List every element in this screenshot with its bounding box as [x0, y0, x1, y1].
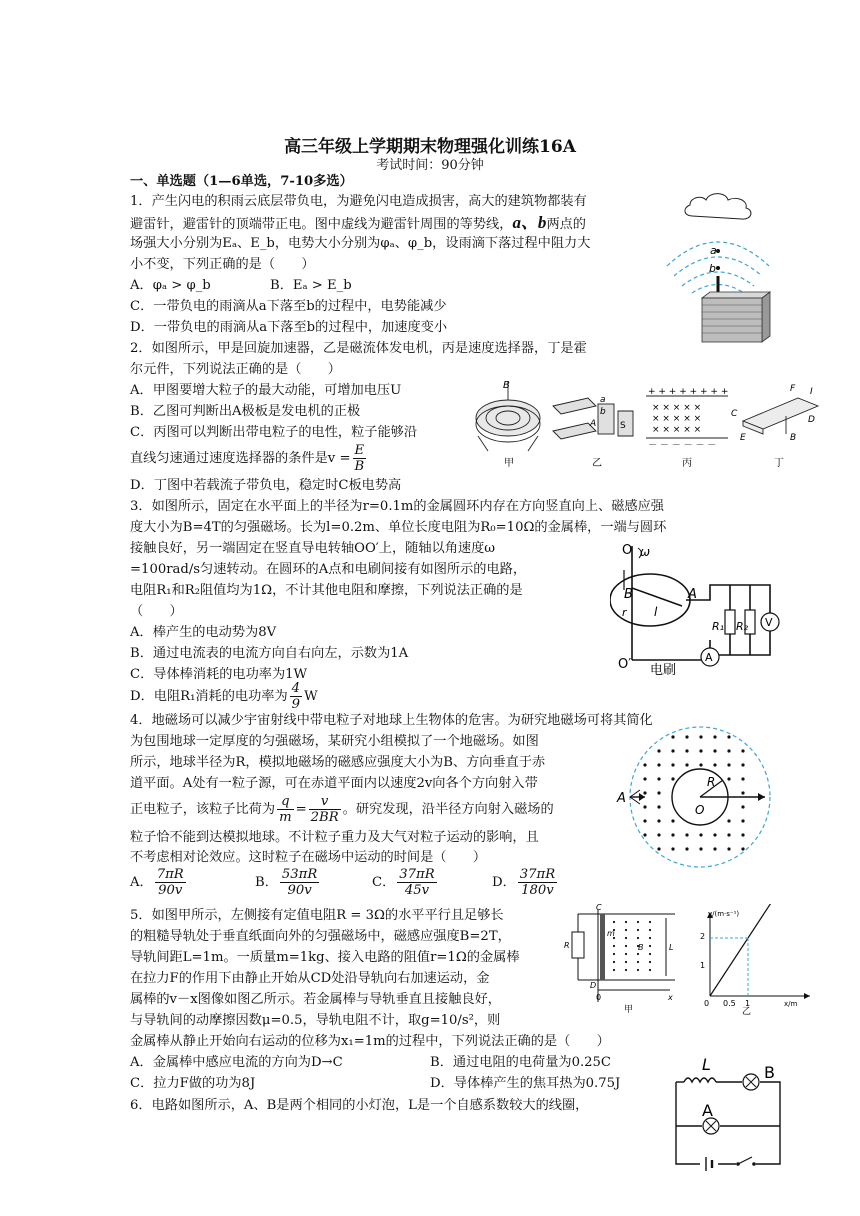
field-dot [741, 805, 744, 808]
q2-line1: 2．如图所示，甲是回旋加速器，乙是磁流体发电机，丙是速度选择器，丁是霍 [130, 341, 587, 356]
fig6-B: B [764, 1063, 775, 1082]
field-dot [657, 777, 660, 780]
fig4-R: R [707, 775, 716, 789]
q4-l5-text: 正电粒子，该粒子比荷为 [130, 802, 276, 817]
field-dot [637, 953, 639, 955]
fig6-A: A [702, 1101, 713, 1120]
fig3-Am: A [705, 651, 713, 664]
q4-option-c [372, 864, 492, 902]
field-dot [657, 833, 660, 836]
field-dot [649, 921, 651, 923]
fig-label-A: A [590, 419, 597, 429]
plus-row: + + + + + + + + [648, 387, 729, 397]
cross-row-3: × × × × × [652, 425, 702, 435]
field-dot [671, 833, 674, 836]
field-dot [643, 777, 646, 780]
fig5-B: B [638, 943, 644, 952]
q5-line1: 5．如图甲所示，左侧接有定值电阻R = 3Ω的水平平行且足够长 [130, 908, 504, 923]
fig-label-C: C [731, 409, 738, 419]
fig3-l: l [654, 605, 658, 619]
q1-line4: 小不变，下列正确的是（ ） [130, 257, 315, 272]
cross-row-2: × × × × × [652, 414, 702, 424]
frac-den: 2BR [310, 810, 339, 825]
field-dot [671, 749, 674, 752]
frac-den: 180v [521, 883, 554, 898]
fig6-L: L [702, 1055, 711, 1074]
q3-option-b: B．通过电流表的电流方向自右向左，示数为1A [130, 646, 409, 661]
q5-line3: 导轨间距L=1m。一质量m=1kg、接入电路的阻值r=1Ω的金属棒 [130, 950, 520, 965]
frac-num: q [277, 794, 294, 810]
q2-line2: 尔元件，下列说法正确的是（ ） [130, 362, 341, 377]
opt-label: C． [372, 875, 396, 890]
battery-icon [700, 1157, 718, 1171]
q4-l5-end: 。研究发现，沿半径方向射入磁场的 [342, 802, 554, 817]
q5-option-d: D．导体棒产生的焦耳热为0.75J [430, 1076, 621, 1091]
page-title: 高三年级上学期期末物理强化训练16A [284, 137, 576, 157]
opt-label: A． [130, 875, 153, 890]
field-dot [613, 953, 615, 955]
q5-line2: 的粗糙导轨处于垂直纸面向外的匀强磁场中，磁感应强度B=2T， [130, 929, 511, 944]
metal-rod [600, 914, 605, 980]
field-dot [625, 969, 627, 971]
cyclotron-icon [476, 381, 540, 451]
fig5-x: x [668, 993, 673, 1002]
field-dot [713, 749, 716, 752]
q4-magnetic-field-earth-figure [615, 722, 775, 872]
fig5-L: L [669, 943, 674, 952]
q3-line3: 接触良好，另一端固定在竖直导电转轴OO′上，随轴以角速度ω [130, 541, 496, 556]
field-dot [727, 777, 730, 780]
vx-tick-y1: 1 [700, 961, 706, 970]
field-dot [637, 937, 639, 939]
q2-option-a: A．甲图要增大粒子的最大动能，可增加电压U [130, 383, 402, 398]
q1-lightning-rod-figure [662, 188, 782, 348]
fig3-A: A [688, 587, 697, 602]
field-dots [613, 921, 651, 971]
field-dot [685, 847, 688, 850]
frac-num: 4 [291, 681, 301, 696]
equals-sign: = [295, 802, 307, 817]
frac-num: 37πR [519, 867, 556, 882]
field-dot [643, 833, 646, 836]
q2-option-d: D．丁图中若载流子带负电，稳定时C板电势高 [130, 478, 402, 493]
field-dot [613, 921, 615, 923]
q4-line2: 为包围地球一定厚度的匀强磁场，某研究小组模拟了一个地磁场。如图 [130, 734, 539, 749]
field-dot [643, 791, 646, 794]
field-dots [643, 735, 744, 850]
field-dot [699, 735, 702, 738]
q1-line2 [130, 213, 586, 235]
fig5-zero: 0 [596, 993, 602, 1002]
frac-den: B [354, 459, 365, 474]
field-dot [625, 961, 627, 963]
q3-line5: 电阻R₁和R₂阻值均为1Ω，不计其他电阻和摩擦，下列说法正确的是 [130, 583, 523, 598]
vx-tick-x1: 1 [745, 999, 751, 1008]
q5-option-b: B．通过电阻的电荷量为0.25C [430, 1055, 612, 1070]
q5-vx-graph [690, 904, 820, 1016]
vx-tick-x05: 0.5 [723, 999, 736, 1008]
field-dot [685, 735, 688, 738]
fig3-R1: R₁ [712, 620, 725, 633]
q1-option-a: A．φₐ > φ_b [130, 278, 211, 293]
fig5-m: m [607, 929, 615, 938]
q2-c-condition: 直线匀速通过速度选择器的条件是v = [130, 451, 351, 466]
q2-option-b: B．乙图可判断出A极板是发电机的正极 [130, 404, 361, 419]
q4-q-over-m [277, 794, 294, 825]
field-dot [727, 819, 730, 822]
q2-option-c: C．丙图可以判断出带电粒子的电性，粒子能够沿 [130, 425, 418, 440]
field-dot [671, 777, 674, 780]
fig5-R: R [564, 941, 570, 950]
field-dot [741, 847, 744, 850]
field-dot [685, 749, 688, 752]
frac-num: 53πR [281, 867, 318, 882]
fig3-O: O [622, 543, 633, 558]
q2-four-devices-figure [468, 376, 828, 476]
field-dot [713, 833, 716, 836]
field-dot [727, 763, 730, 766]
frac-den: 90v [287, 883, 312, 898]
fig-label-B2: B [790, 433, 797, 443]
field-dot [625, 921, 627, 923]
caption-ding: 丁 [774, 458, 784, 469]
fig3-R2: R₂ [736, 620, 749, 633]
field-dot [649, 969, 651, 971]
q1-option-c: C．一带负电的雨滴从a下落至b的过程中，电势能减少 [130, 299, 447, 314]
q3-option-a: A．棒产生的电动势为8V [130, 625, 277, 640]
field-dot [671, 763, 674, 766]
frac-den: m [279, 810, 292, 825]
field-dot [613, 961, 615, 963]
fig-label-a2: a [600, 395, 606, 405]
q4-option-a [130, 864, 255, 902]
opt-frac [397, 867, 436, 898]
q5-option-a: A．金属棒中感应电流的方向为D→C [130, 1055, 343, 1070]
fig-label-B: B [503, 380, 510, 391]
frac-num: v [309, 794, 341, 810]
switch-icon [736, 1157, 756, 1168]
field-dot [741, 791, 744, 794]
field-dot [657, 749, 660, 752]
fig-label-a: a [710, 244, 717, 257]
fig4-O: O [695, 803, 705, 817]
caption-jia: 甲 [504, 458, 514, 469]
opt-frac [155, 867, 186, 898]
fig3-B: B [624, 587, 633, 602]
field-dot [657, 805, 660, 808]
field-dot [625, 945, 627, 947]
field-dot [671, 735, 674, 738]
field-dot [741, 777, 744, 780]
caption-yi: 乙 [592, 458, 602, 469]
q1-option-d: D．一带负电的雨滴从a下落至b的过程中，加速度变小 [130, 320, 448, 335]
field-dot [649, 961, 651, 963]
field-dot [649, 929, 651, 931]
fig-label-D: D [808, 415, 815, 425]
fig-label-b2: b [600, 407, 606, 417]
fig3-r: r [622, 606, 627, 619]
field-dot [625, 929, 627, 931]
field-dot [657, 763, 660, 766]
fig5-D: D [590, 981, 597, 990]
q1-line1: 1．产生闪电的积雨云底层带负电，为避免闪电造成损害，高大的建筑物都装有 [130, 194, 587, 209]
field-dot [637, 969, 639, 971]
field-dot [671, 819, 674, 822]
q4-line3: 所示，地球半径为R，模拟地磁场的磁感应强度大小为B、方向垂直于赤 [130, 755, 546, 770]
q5-line6: 与导轨间的动摩擦因数μ=0.5，导轨电阻不计，取g=10/s²，则 [130, 1013, 501, 1028]
q3-d-fraction [290, 681, 302, 712]
q1-option-b: B．Eₐ > E_b [270, 278, 352, 293]
q2-fraction [353, 443, 367, 474]
field-dot [637, 961, 639, 963]
q3-line2: 度大小为B=4T的匀强磁场。长为l=0.2m、单位长度电阻为R₀=10Ω的金属棒，一端与圆环 [130, 520, 667, 535]
field-dot [685, 833, 688, 836]
q1-line2-b: 两点的 [546, 217, 586, 232]
vx-tick-y2: 2 [700, 932, 706, 941]
exam-time: 考试时间：90分钟 [376, 158, 484, 173]
field-dot [613, 969, 615, 971]
q4-option-b [255, 864, 372, 902]
frac-num: 37πR [399, 867, 435, 882]
field-dot [625, 953, 627, 955]
field-dot [625, 937, 627, 939]
q6-inductor-circuit-figure [662, 1054, 792, 1174]
field-dot [643, 819, 646, 822]
field-dot [657, 847, 660, 850]
caption-bing: 丙 [682, 458, 692, 469]
cloud-icon [685, 194, 751, 219]
field-dot [727, 833, 730, 836]
field-dot [727, 735, 730, 738]
fig-label-F: F [790, 384, 796, 394]
field-dot [657, 819, 660, 822]
q3-option-c: C．导体棒消耗的电功率为1W [130, 667, 308, 682]
field-dot [613, 945, 615, 947]
q3-d-text: D．电阻R₁消耗的电功率为 [130, 689, 288, 704]
vx-tick-x0: 0 [704, 999, 710, 1008]
frac-num: 7πR [156, 867, 184, 882]
q4-v-over-2BR [309, 794, 341, 825]
q5-line7: 金属棒从静止开始向右运动的位移为x₁=1m的过程中，下列说法正确的是（ ） [130, 1034, 610, 1049]
field-dot [727, 749, 730, 752]
q4-line5 [130, 792, 554, 828]
q3-d-unit: W [304, 689, 318, 704]
q3-line4: =100rad/s匀速转动。在圆环的A点和电刷间接有如图所示的电路， [130, 562, 527, 577]
fig3-V: V [765, 616, 773, 629]
q4-line7: 不考虑相对论效应。这时粒子在磁场中运动的时间是（ ） [130, 850, 487, 865]
field-dot [637, 929, 639, 931]
hall-element-icon [743, 398, 818, 434]
q4-line4: 道平面。A处有一粒子源，可在赤道平面内以速度2v向各个方向射入带 [130, 776, 538, 791]
fig3-omega: ω [640, 545, 651, 559]
fig-label-I: I [810, 387, 813, 397]
q3-line1: 3．如图所示，固定在水平面上的半径为r=0.1m的金属圆环内存在方向竖直向上、磁感应强 [130, 499, 664, 514]
field-dot [699, 847, 702, 850]
opt-frac [518, 867, 557, 898]
fig3-Op: O′ [618, 657, 632, 672]
field-dot [649, 953, 651, 955]
fig-label-b: b [709, 262, 716, 275]
field-dot [713, 763, 716, 766]
field-dot [637, 921, 639, 923]
vx-ylabel: v/(m·s⁻¹) [708, 910, 740, 918]
q1-ab: a、b [512, 213, 547, 232]
q3-option-d [130, 680, 318, 714]
q1-line2-a: 避雷针，避雷针的顶端带正电。图中虚线为避雷针周围的等势线， [130, 217, 513, 232]
vx-xlabel: x/m [784, 1000, 798, 1008]
field-dot [699, 749, 702, 752]
field-dot [643, 805, 646, 808]
field-dot [741, 833, 744, 836]
q6-line1: 6．电路如图所示，A、B是两个相同的小灯泡，L是一个自感系数较大的线圈， [130, 1098, 589, 1113]
q5-rails-figure [560, 904, 680, 1016]
q3-line6: （ ） [130, 604, 183, 619]
frac-den: 90v [158, 883, 183, 898]
field-dot [741, 749, 744, 752]
q3-rotating-rod-circuit-figure [610, 540, 800, 680]
vx-caption-yi: 乙 [742, 1007, 752, 1016]
field-dot [685, 763, 688, 766]
minus-row: － － － － － － [648, 441, 717, 451]
fig4-A: A [617, 791, 626, 806]
opt-label: D． [492, 875, 516, 890]
field-dot [741, 819, 744, 822]
q4-options [130, 864, 559, 902]
field-dot [671, 847, 674, 850]
field-dot [699, 763, 702, 766]
cross-row-1: × × × × × [652, 403, 702, 413]
section-heading: 一、单选题（1—6单选，7-10多选） [130, 174, 353, 189]
field-dot [657, 791, 660, 794]
frac-den: 9 [291, 697, 301, 712]
field-dot [713, 735, 716, 738]
field-dot [649, 945, 651, 947]
field-dot [699, 833, 702, 836]
q5-line4: 在拉力F的作用下由静止开始从CD处沿导轨向右加速运动，金 [130, 971, 490, 986]
q4-line1: 4．地磁场可以减少宇宙射线中带电粒子对地球上生物体的危害。为研究地磁场可将其简化 [130, 713, 653, 728]
field-dot [727, 847, 730, 850]
q5-line5: 属棒的v－x图像如图乙所示。若金属棒与导轨垂直且接触良好， [130, 992, 501, 1007]
field-dot [741, 763, 744, 766]
q5-option-c: C．拉力F做的功为8J [130, 1076, 256, 1091]
frac-num: E [353, 443, 367, 459]
field-dot [713, 847, 716, 850]
fig-label-E: E [740, 433, 746, 443]
fig-label-S: S [620, 421, 626, 431]
field-dot [643, 763, 646, 766]
field-dot [649, 937, 651, 939]
q1-line3: 场强大小分别为Eₐ、E_b，电势大小分别为φₐ、φ_b，设雨滴下落过程中阻力大 [130, 236, 591, 251]
opt-frac [280, 867, 319, 898]
opt-label: B． [255, 875, 278, 890]
fig5-C: C [596, 904, 602, 912]
frac-den: 45v [404, 883, 430, 898]
q4-line6: 粒子恰不能到达模拟地球。不计粒子重力及大气对粒子运动的影响，且 [130, 830, 539, 845]
fig5-caption-jia: 甲 [624, 1005, 634, 1015]
building-icon [702, 292, 770, 342]
fig3-brush: 电刷 [650, 663, 677, 678]
q2-option-c-cont [130, 442, 368, 476]
